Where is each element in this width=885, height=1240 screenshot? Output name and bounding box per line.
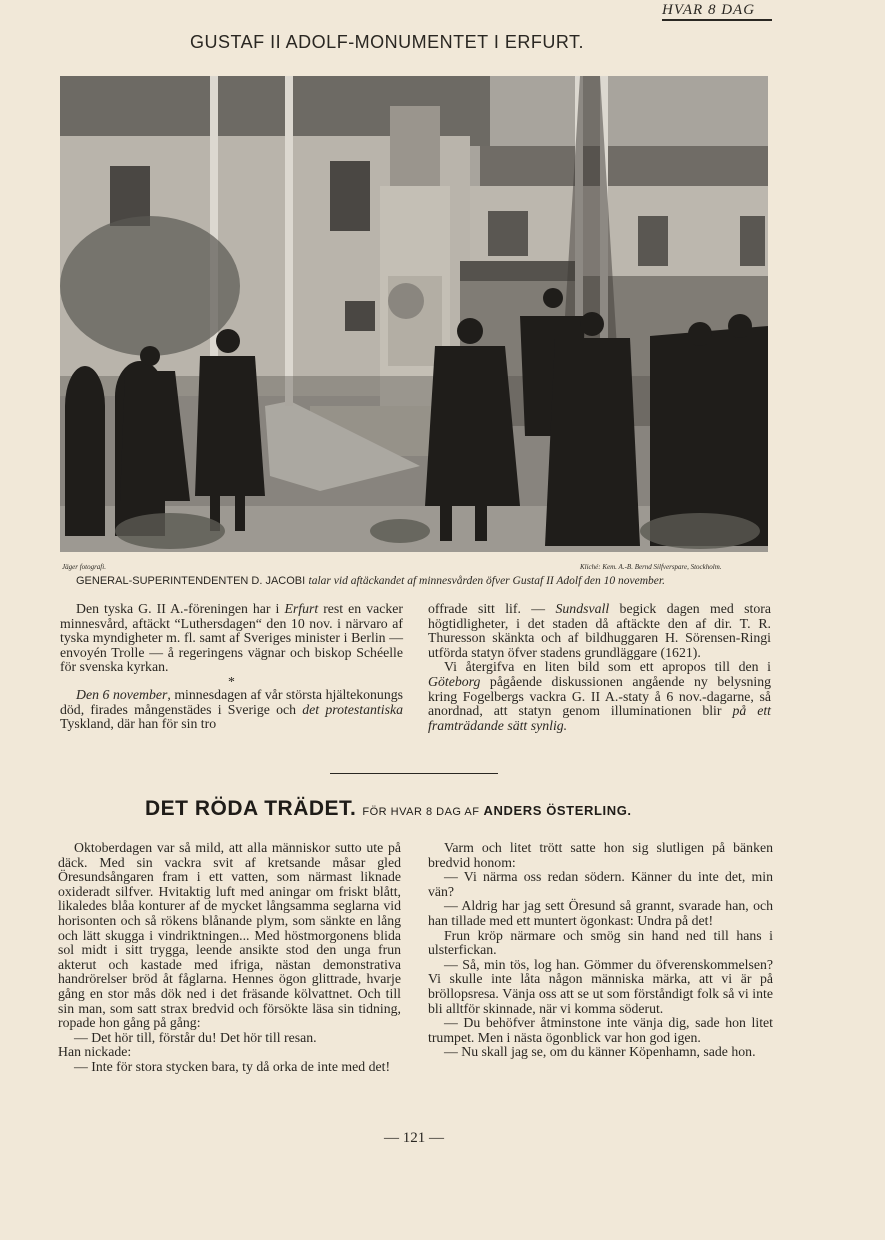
running-head: HVAR 8 DAG: [662, 2, 772, 21]
story-paragraph: — Vi närma oss redan södern. Känner du inte det, min vän?: [428, 869, 773, 899]
monument-photo: [60, 76, 768, 552]
story-paragraph: — Så, min tös, log han. Gömmer du öfverenskommelsen? Vi skulle inte låta någon människa märka, att vi är på bröllopsresa. Vänja oss att se ut som förståndigt folk så vi inte bli alltför skinnade, när vi komma söderut.: [428, 956, 773, 1016]
section-star: *: [228, 673, 235, 689]
section-divider: [330, 773, 498, 774]
article-column-2: [428, 602, 771, 733]
story-paragraph: Varm och litet trött satte hon sig slutligen på bänken bredvid honom:: [428, 840, 773, 870]
story-column-1: [58, 841, 401, 1075]
story-paragraph: Han nickade:: [58, 1044, 132, 1060]
caption-text: talar vid aftäckandet af minnesvården öfver Gustaf II Adolf den 10 november.: [308, 575, 665, 587]
article-paragraph: Vi återgifva en liten bild som ett apropos till den i Göteborg pågående diskussionen angående ny belysning kring Fogelbergs vackra G. II A.-staty å 6 nov.-dagarne, så anordnad, att statyn genom illuminationen blir på ett framträdande sätt synlig.: [428, 659, 771, 733]
article-title: GUSTAF II ADOLF-MONUMENTET I ERFURT.: [190, 32, 585, 52]
story-paragraph: — Du behöfver åtminstone inte vänja dig, sade hon litet trumpet. Men i nästa ögonblick var hon god igen.: [428, 1015, 773, 1045]
photo-credit-right: Kliché: Kem. A.-B. Bernd Silfverspare, Stockholm.: [580, 563, 722, 571]
story-paragraph: Oktoberdagen var så mild, att alla människor sutto ute på däck. Med sin vackra svit af kretsande måsar gled Öresundsångaren fram i ett vatten, som närmast liknade oxideradt silfver. Hvitaktig luft med aningar om friskt blått, likaledes blåa konturer af de mycket långsamma seglarna vid horisonten och så rökens blånande plym, som sänkte en lång och lätt skugga i vindriktningen... Med höstmorgonens blida sol midt i sitt trygga, leende ansikte stod den unga frun akterut och kastade med ifriga, nästan demonstrativa handrörelser bröd åt fåglarna. Hennes ögon glittrade, hvarje gång en stor mås dök ned i det fräsande kölvattnet. Och till sin man, som satt strax bredvid och försökte läsa sin tidning, ropade hon gång på gång:: [58, 840, 401, 1031]
story-subtitle: FÖR HVAR 8 DAG AF: [362, 806, 480, 818]
monument-photo-illustration: [60, 76, 768, 552]
story-paragraph: — Nu skall jag se, om du känner Köpenhamn, sade hon.: [444, 1044, 756, 1060]
article-paragraph: offrade sitt lif. — Sundsvall begick dagen med stora högtidligheter, i det staden då aftäckte den af dir. T. R. Thuresson skänkta och af bildhuggaren H. Sörensen-Ringi utförda statyn öfver stadens grundläggare (1621).: [428, 601, 771, 660]
story-paragraph: — Inte för stora stycken bara, ty då orka de inte med det!: [74, 1058, 391, 1074]
story-author: ANDERS ÖSTERLING.: [483, 803, 632, 818]
article-column-1: [60, 602, 403, 732]
photo-credit-left: Jäger fotografi.: [62, 563, 106, 571]
article-paragraph: Den 6 november, minnesdagen af vår största hjältekonungs död, firades mångenstädes i Sverige och det protestantiska Tyskland, där han för sin tro: [60, 686, 403, 732]
story-heading: [145, 797, 632, 821]
story-paragraph: — Aldrig har jag sett Öresund så grannt, svarade han, och han tillade med ett muntert ögonkast: Undra på det!: [428, 898, 773, 928]
page-number: — 121 —: [384, 1130, 444, 1146]
story-column-2: [428, 841, 773, 1060]
photo-caption: [76, 575, 776, 587]
story-paragraph: Frun kröp närmare och smög sin hand ned till hans i ulsterfickan.: [428, 927, 773, 958]
caption-head: GENERAL-SUPERINTENDENTEN D. JACOBI: [76, 575, 306, 587]
story-title: DET RÖDA TRÄDET.: [145, 797, 357, 820]
article-paragraph: Den tyska G. II A.-föreningen har i Erfurt rest en vacker minnesvård, aftäckt “Luthersdagen“ den 10 nov. i närvaro af tyska myndigheter m. fl. samt af Sveriges minister i Berlin — envoyén Trolle — å regeringens vägnar och biskop Schéelle för svenska kyrkan.: [60, 601, 403, 675]
story-paragraph: — Det hör till, förstår du! Det hör till resan.: [74, 1029, 317, 1045]
